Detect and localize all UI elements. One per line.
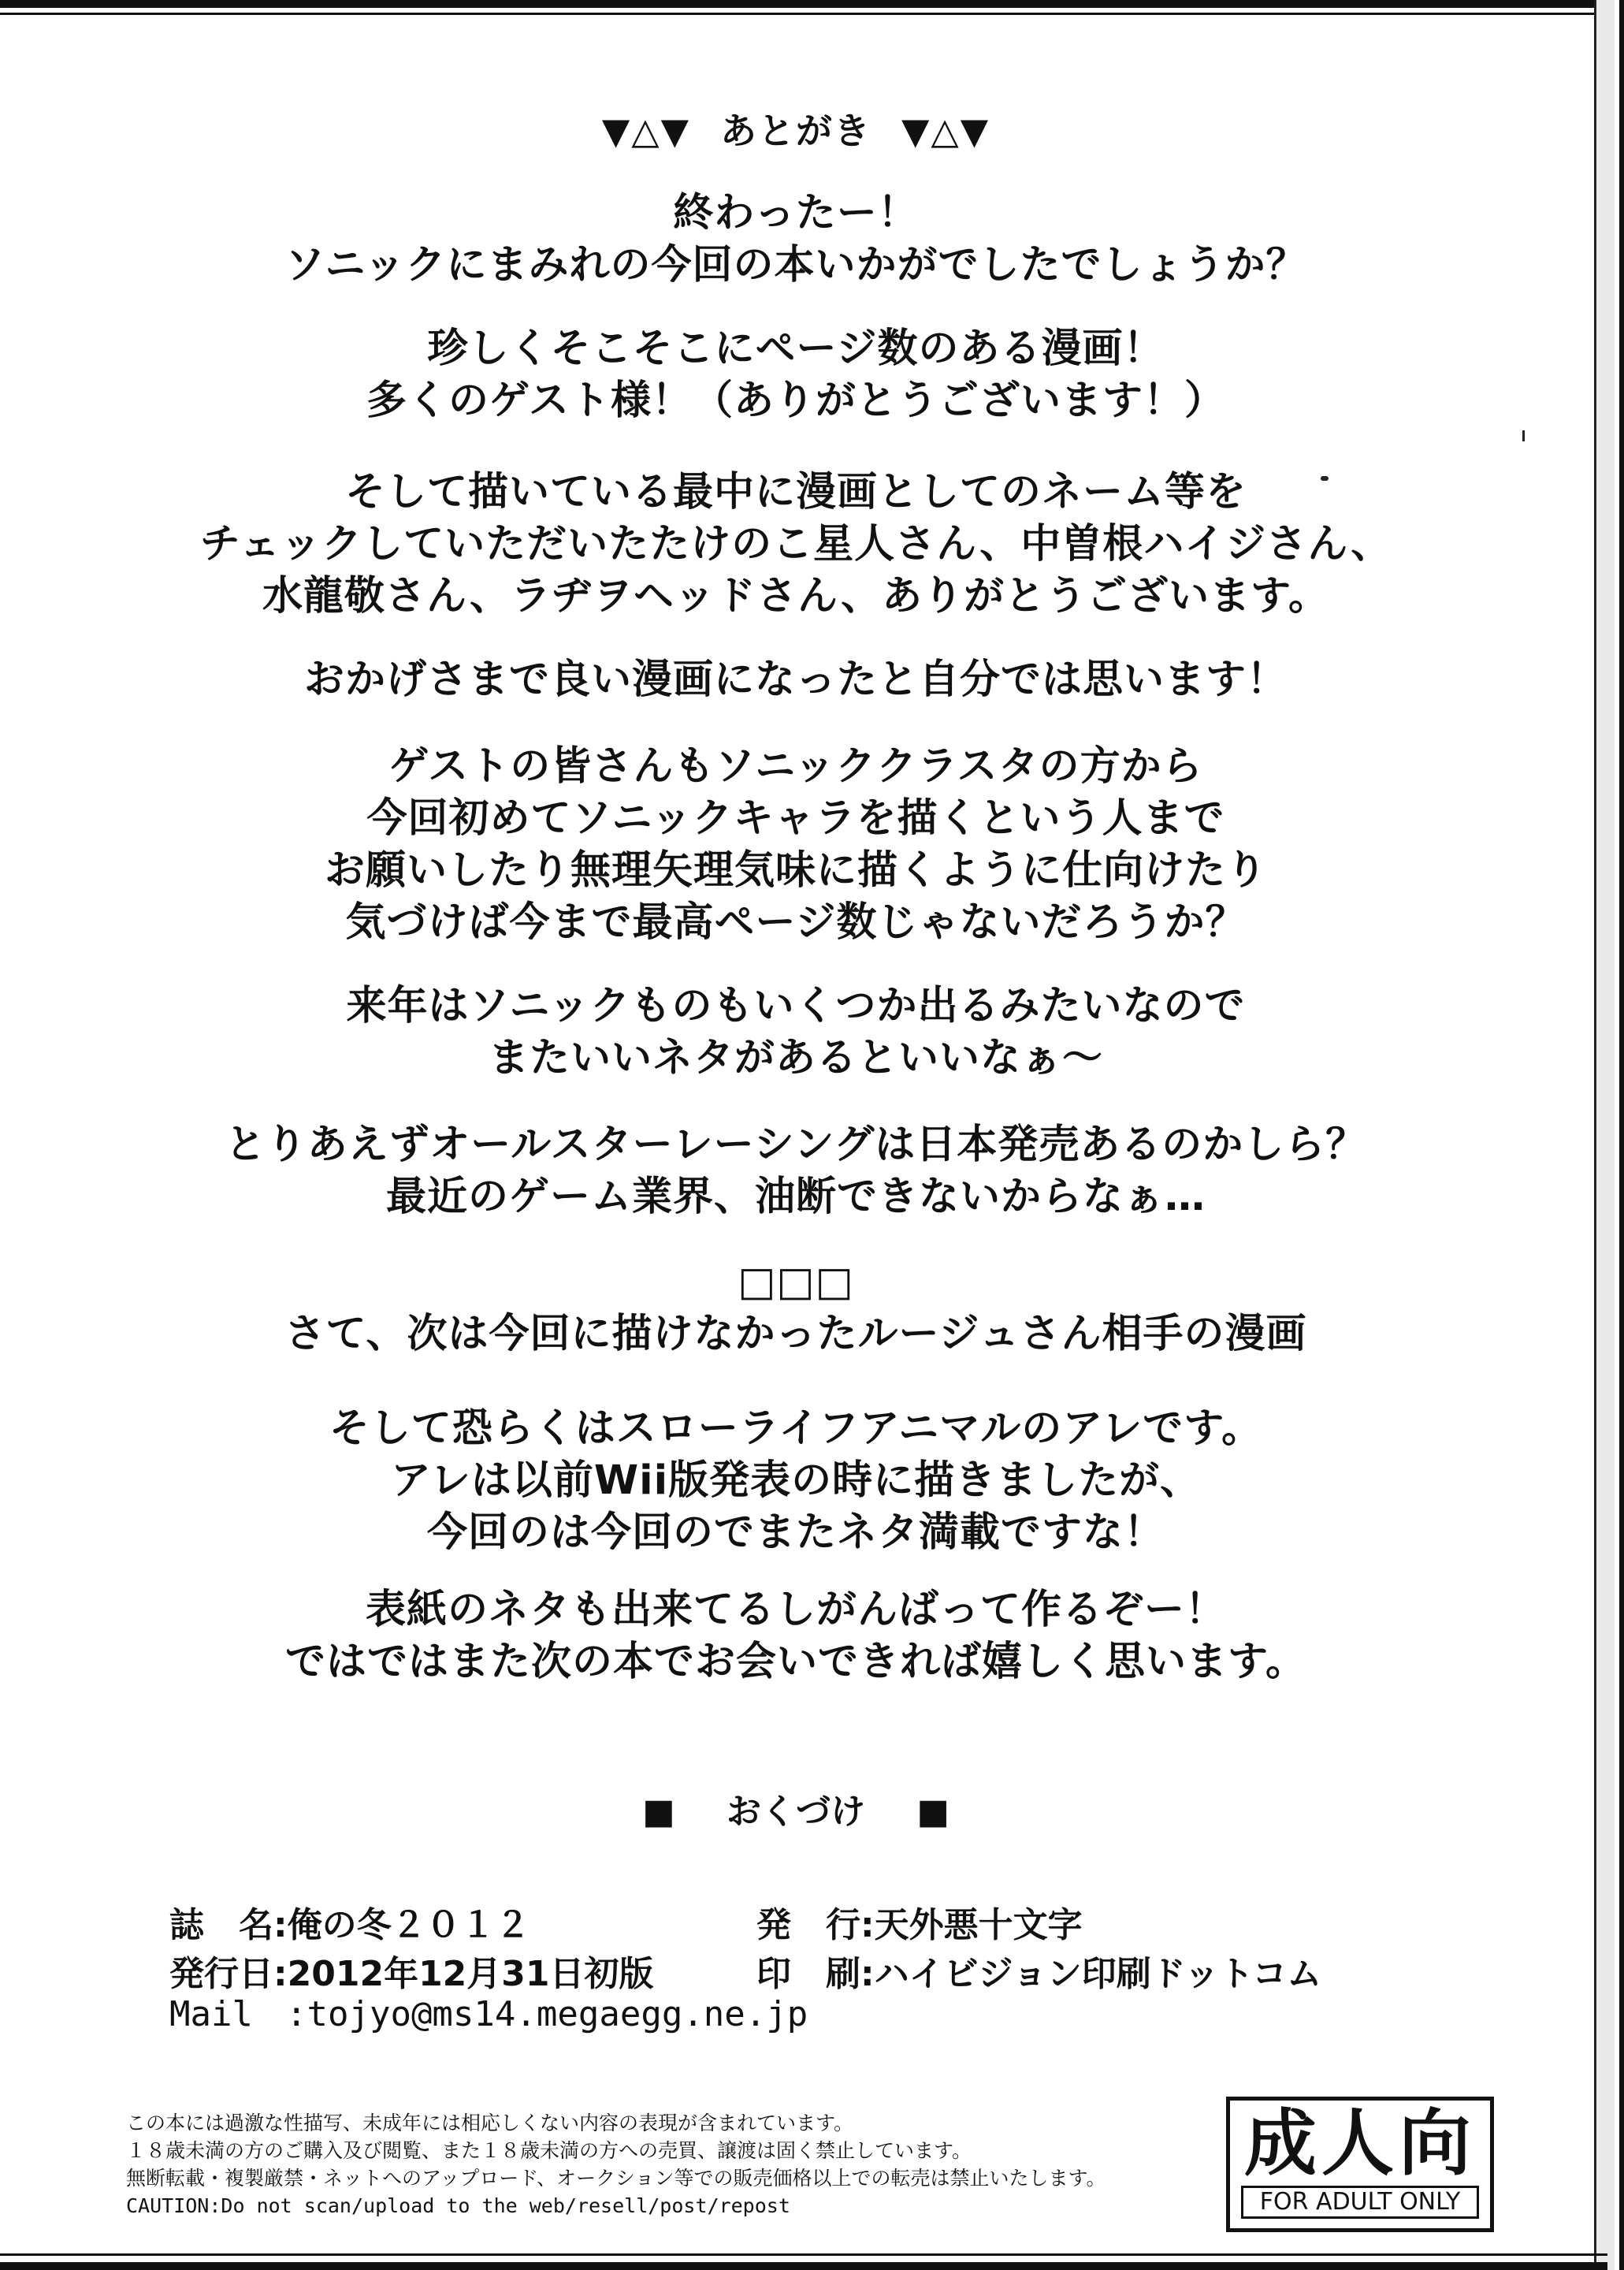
text-line: 表紙のネタも出来てるしがんばって作るぞー！: [365, 1587, 1226, 1633]
afterword-paragraph-2: [0, 323, 1592, 427]
section-separator: □□□: [738, 1259, 854, 1305]
text-line: またいいネタがあるといいなぁ～: [488, 1035, 1103, 1081]
afterword-heading: [0, 102, 1592, 154]
colophon-mail-label: Mail: [169, 1994, 253, 2034]
text-line: 今回のは今回のでまたネタ満載ですな！: [426, 1509, 1165, 1556]
text-line: 今回初めてソニックキャラを描くという人まで: [366, 795, 1225, 842]
colophon-mail-row: [169, 1994, 808, 2034]
afterword-paragraph-10: [0, 1584, 1592, 1688]
page-border-bottom-inner: [0, 2253, 1607, 2256]
notice-caution-line: CAUTION:Do not scan/upload to the web/resell/post/repost: [126, 2194, 790, 2217]
text-line: 来年はソニックものもいくつか出るみたいなので: [346, 983, 1246, 1029]
notice-line: １８歳未満の方のご購入及び閲覧、また１８歳未満の方への売買、譲渡は固く禁止しています。: [126, 2139, 972, 2162]
text-line: 珍しくそこそこにページ数のある漫画！: [427, 326, 1165, 372]
adult-only-badge: [1226, 2097, 1494, 2232]
colophon-date-label: 発行日:: [169, 1954, 288, 1994]
afterword-paragraph-9: [0, 1403, 1592, 1559]
afterword-paragraph-6: [0, 981, 1592, 1085]
text-line: 終わったー！: [673, 190, 919, 236]
text-line: そして恐らくはスローライフアニマルのアレです。: [329, 1405, 1263, 1452]
page-border-top-inner: [0, 13, 1607, 15]
adult-badge-sub-text: FOR ADULT ONLY: [1241, 2186, 1479, 2219]
text-line: 最近のゲーム業界、油断できないからなぁ…: [385, 1174, 1206, 1220]
text-line: 水龍敬さん、ラヂヲヘッドさん、ありがとうございます。: [262, 573, 1330, 620]
text-line: 多くのゲスト様！（ありがとうございます！）: [366, 378, 1225, 424]
afterword-paragraph-4: [0, 654, 1592, 706]
colophon-heading: [0, 1783, 1592, 1833]
text-line: お願いしたり無理矢理気味に描くように仕向けたり: [324, 847, 1267, 894]
notice-line: 無断転載・複製厳禁・ネットへのアップロード、オークション等での販売価格以上での転売は禁止いたします。: [126, 2167, 1106, 2190]
page-border-right: [1594, 0, 1615, 2270]
text-line: そして描いている最中に漫画としてのネーム等を: [344, 469, 1247, 515]
legal-notices: [126, 2109, 1106, 2220]
page-border-top: [0, 0, 1607, 8]
colophon-date-value: 2012年12月31日初版: [287, 1954, 654, 1994]
colophon-printer-value: ハイビジョン印刷ドットコム: [874, 1954, 1322, 1994]
colophon-mail-value: :tojyo@ms14.megaegg.ne.jp: [286, 1994, 808, 2034]
colophon-title-label: 誌 名:: [169, 1905, 288, 1945]
square-mark-right: ■: [916, 1792, 950, 1832]
afterword-paragraph-3: [0, 467, 1592, 623]
colophon-printer-label: 印 刷:: [756, 1954, 875, 1994]
colophon-publisher-row: [756, 1896, 1083, 1947]
text-line: アレは以前Wii版発表の時に描きましたが、: [390, 1457, 1202, 1504]
heading-mark-right: ▼△▼: [901, 110, 990, 152]
colophon-printer-row: [756, 1945, 1321, 1996]
page-border-bottom: [0, 2262, 1607, 2270]
afterword-paragraph-7: [0, 1119, 1592, 1223]
page-border-right-outer: [1619, 0, 1624, 2270]
text-line: ソニックにまみれの今回の本いかがでしたでしょうか？: [284, 242, 1307, 288]
adult-badge-main-text: 成人向: [1243, 2101, 1476, 2186]
colophon-title-value: 俺の冬２０１２: [287, 1905, 530, 1945]
text-line: とりあえずオールスターレーシングは日本発売あるのかしら？: [225, 1122, 1367, 1168]
colophon-date-row: [169, 1945, 654, 1996]
notice-line: この本には過激な性描写、未成年には相応しくない内容の表現が含まれています。: [126, 2112, 854, 2134]
colophon-title: おくづけ: [727, 1792, 865, 1832]
heading-mark-left: ▼△▼: [601, 110, 690, 152]
colophon-publisher-value: 天外悪十文字: [874, 1905, 1083, 1945]
afterword-paragraph-8: [0, 1256, 1592, 1360]
colophon-title-row: [169, 1896, 530, 1947]
text-line: ではではまた次の本でお会いできれば嬉しく思います。: [285, 1639, 1306, 1685]
afterword-paragraph-1: [0, 188, 1592, 292]
scan-speck: [1522, 430, 1525, 441]
scan-speck: [1321, 476, 1329, 481]
text-line: ゲストの皆さんもソニッククラスタの方から: [388, 743, 1203, 790]
afterword-paragraph-5: [0, 741, 1592, 949]
afterword-title: あとがき: [720, 110, 871, 152]
colophon-publisher-label: 発 行:: [756, 1905, 875, 1945]
text-line: おかげさまで良い漫画になったと自分では思います！: [303, 657, 1288, 703]
square-mark-left: ■: [642, 1792, 675, 1832]
text-line: さて、次は今回に描けなかったルージュさん相手の漫画: [284, 1311, 1307, 1357]
text-line: 気づけば今まで最高ページ数じゃないだろうか？: [345, 899, 1247, 946]
text-line: チェックしていただいたたけのこ星人さん、中曽根ハイジさん、: [199, 521, 1392, 568]
